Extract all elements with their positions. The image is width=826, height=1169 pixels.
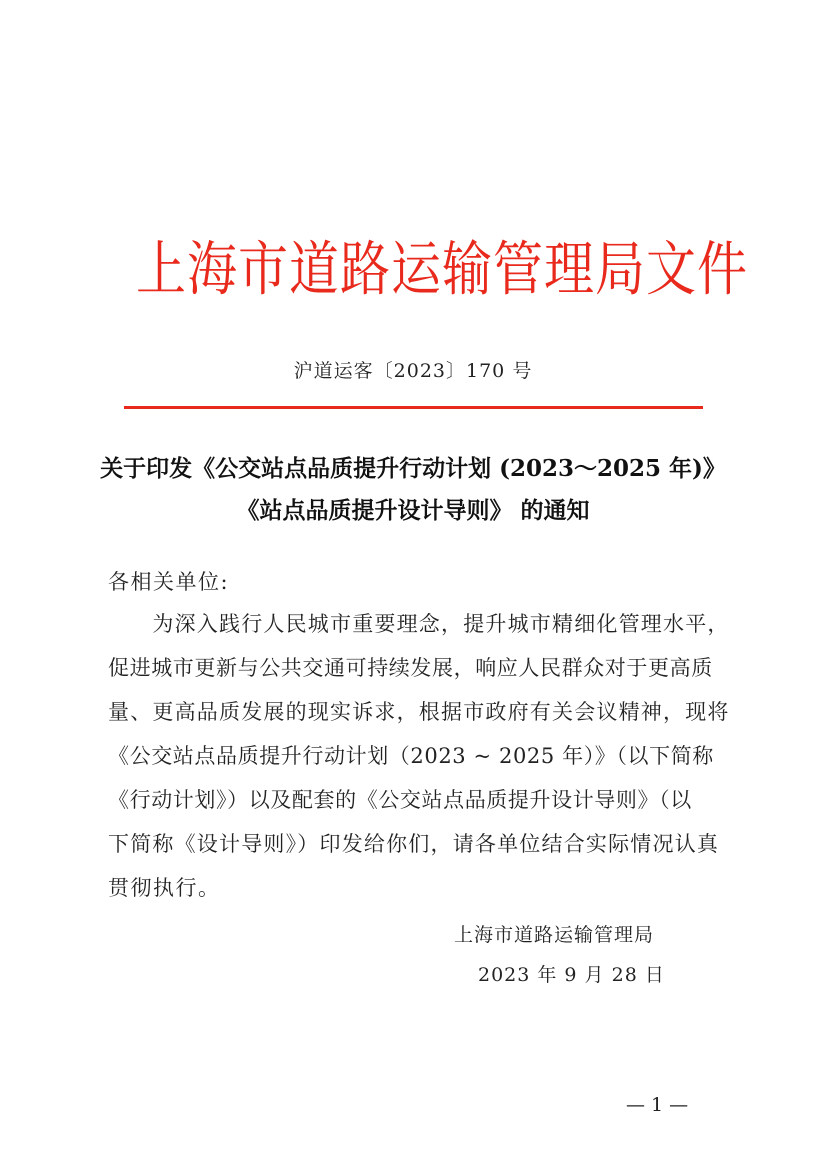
body-line: 量、更高品质发展的现实诉求，根据市政府有关会议精神，现将: [108, 700, 730, 724]
masthead-title: 上海市道路运输管理局文件: [136, 235, 748, 304]
salutation: 各相关单位:: [108, 570, 230, 594]
page-number: — 1 —: [626, 1094, 689, 1116]
notice-title-line-1: 关于印发《公交站点品质提升行动计划 (2023～2025 年)》: [100, 455, 726, 482]
body-line: 为深入践行人民城市重要理念，提升城市精细化管理水平，: [108, 612, 730, 636]
body-line: 下简称《设计导则》）印发给你们，请各单位结合实际情况认真: [108, 832, 720, 856]
document-number: 沪道运客〔2023〕170 号: [293, 360, 533, 382]
body-line: 贯彻执行。: [108, 876, 221, 900]
body-line: 促进城市更新与公共交通可持续发展，响应人民群众对于更高质: [108, 656, 713, 680]
body-line: 《公交站点品质提升行动计划（2023 ~ 2025 年）》（以下简称: [108, 744, 714, 768]
signature-date: 2023 年 9 月 28 日: [478, 964, 665, 986]
signature-issuer: 上海市道路运输管理局: [454, 924, 655, 946]
red-divider-rule: [124, 406, 703, 409]
body-line: 《行动计划》）以及配套的《公交站点品质提升设计导则》（以: [108, 788, 692, 812]
notice-title-line-2: 《站点品质提升设计导则》 的通知: [236, 497, 590, 524]
